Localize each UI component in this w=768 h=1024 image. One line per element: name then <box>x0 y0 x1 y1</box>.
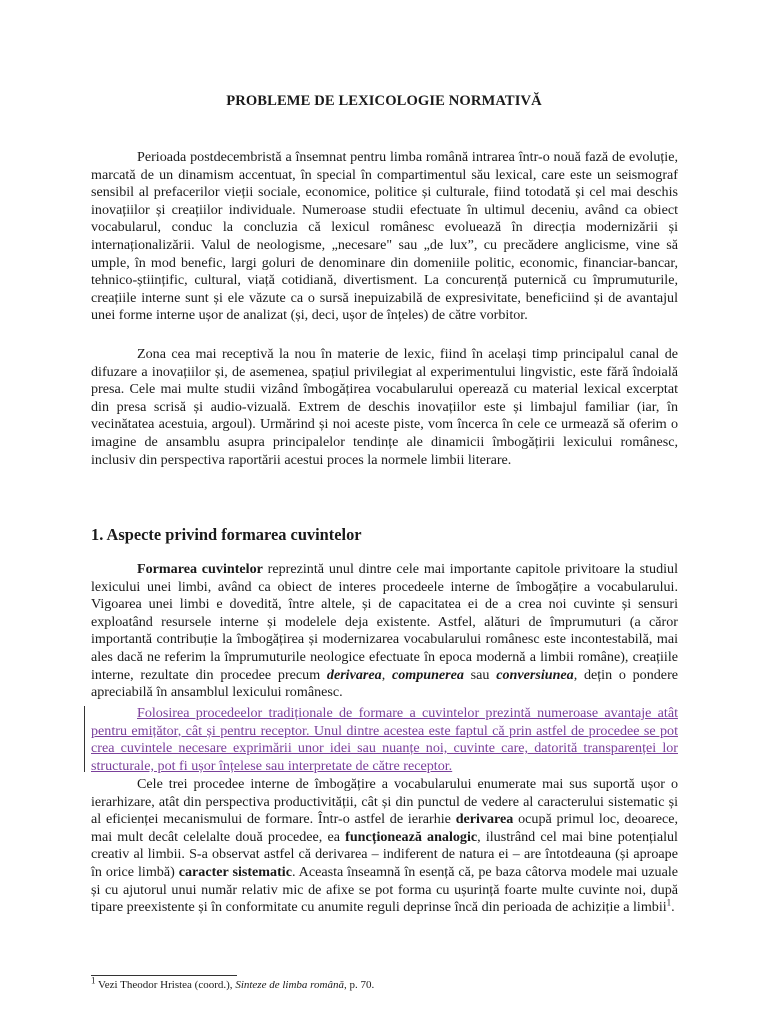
term-caracter-sistematic: caracter sistematic <box>178 863 292 880</box>
paragraph-text: , ilustrând cel mai bine potențialul creativ al limbii. S-a observat astfel că derivarea – indiferent de natura ei – are întotdeauna (și aproape în orice limbă) <box>91 828 678 880</box>
section-paragraph-3 <box>91 776 678 917</box>
term-formarea-cuvintelor: Formarea cuvintelor <box>137 561 263 577</box>
separator: sau <box>463 666 497 683</box>
term-derivarea: derivarea <box>326 666 382 683</box>
paragraph-text: reprezintă unul dintre cele mai importante capitole privitoare la studiul lexicului unei limbi, având ca obiect de interes procedeele interne de îmbogățire a vocabularului. Vigoarea unei limbi e dovedită, între altele, și de capacitatea ei de a crea noi cuvinte și sensuri exploatând resursele interne și modelele deja existente. Astfel, alături de împrumuturi (a căror importantă contribuție la îmbogățirea și modernizarea vocabularului românesc este incontestabilă, mai ales dacă ne referim la împrumuturile neologice efectuate în epoca modernă a limbii române), creațiile interne, rezultate din procedee precum <box>91 561 678 683</box>
revision-change-bar <box>84 706 85 772</box>
footnote <box>91 975 375 991</box>
section-paragraph-1 <box>91 561 678 702</box>
footnote-text: Vezi Theodor Hristea (coord.), <box>95 979 236 991</box>
footnote-separator <box>91 975 237 976</box>
paragraph-end: , dețin o pondere apreciabilă în ansamblul lexicului românesc. <box>91 666 679 701</box>
footnote-page: , p. 70. <box>343 979 375 991</box>
section-heading: 1. Aspecte privind formarea cuvintelor <box>91 525 362 544</box>
paragraph-text: Cele trei procedee interne de îmbogățire a vocabularului enumerate mai sus suportă ușor o ierarhizare, atât din perspectiva productivității, cât și din punctul de vedere al caracterului sistematic și al eficienței mecanismului de formare. Într-o astfel de ierarhie <box>91 776 678 828</box>
intro-paragraph-1: Perioada postdecembristă a însemnat pentru limba română intrarea într-o nouă fază de evoluție, marcată de un dinamism accentuat, în special în compartimentul său lexical, care este un seismograf sensibil al prefacerilor vieții sociale, economice, politice și culturale, fiind totodată și cel mai deschis inovațiilor și creațiilor individuale. Numeroase studii efectuate în ultimul deceniu, având ca obiect vocabularul, conduc la concluzia că lexicul românesc evoluează în direcția modernizării și internaționalizării. Valul de neologisme, „necesare" sau „de lux”, cu precădere anglicisme, vine să umple, în mod benefic, largi goluri de denominare din domeniile politic, economic, financiar-bancar, tehnico-științific, cultural, viață cotidiană, divertisment. La concurență puternică cu împrumuturile, creațiile interne sunt și ele văzute ca o sursă inepuizabilă de expresivitate, beneficiind și de avantajul unei forme interne ușor de analizat (și, deci, ușor de înțeles) de către vorbitor. <box>91 149 678 324</box>
footnote-mark: 1 <box>91 975 96 986</box>
separator: , <box>381 666 392 683</box>
paragraph-end: . <box>671 899 675 916</box>
highlighted-revision-paragraph: Folosirea procedeelor tradiționale de formare a cuvintelor prezintă numeroase avantaje atât pentru emițător, cât și pentru receptor. Unul dintre acestea este faptul că prin astfel de procedee se pot crea cuvintele necesare exprimării unor idei sau nuanțe noi, cuvinte care, datorită transparenței lor structurale, pot fi ușor înțelese sau interpretate de către receptor. <box>91 705 678 774</box>
term-conversiunea: conversiunea <box>496 666 574 683</box>
footnote-book-title: Sinteze de limba română <box>235 979 344 991</box>
paragraph-text: ocupă primul loc, deoarece, mai mult decât celelalte două procedee, ea <box>91 811 679 845</box>
intro-paragraph-2: Zona cea mai receptivă la nou în materie de lexic, fiind în același timp principalul canal de difuzare a inovațiilor și, de asemenea, spațiul privilegiat al experimentului lingvistic, este fără îndoială presa. Cele mai multe studii vizând îmbogățirea vocabularului operează cu material lexical excerptat din presa scrisă și audio-vizuală. Extrem de deschis inovațiilor este și limbajul familiar (iar, în vecinătatea acestuia, argoul). Urmărind și noi aceste piste, vom încerca în cele ce urmează să oferim o imagine de ansamblu asupra principalelor tendințe ale dinamicii îmbogățirii lexicului românesc, inclusiv din perspectiva raportării acestui proces la normele limbii literare. <box>91 346 678 468</box>
term-compunerea: compunerea <box>391 666 464 683</box>
term-derivarea-bold: derivarea <box>455 811 514 828</box>
term-functioneaza-analogic: funcționează analogic <box>345 828 478 845</box>
page-title: PROBLEME DE LEXICOLOGIE NORMATIVĂ <box>226 93 542 109</box>
paragraph-text: . Aceasta înseamnă în esență că, pe baza câtorva modele mai uzuale și cu ajutorul unui număr relativ mic de afixe se pot forma cu ușurință foarte multe cuvinte noi, după tipare preexistente și în conformitate cu anumite reguli deprinse încă din perioada de achiziție a limbii <box>91 863 678 916</box>
footnote-reference[interactable]: 1 <box>666 897 672 908</box>
